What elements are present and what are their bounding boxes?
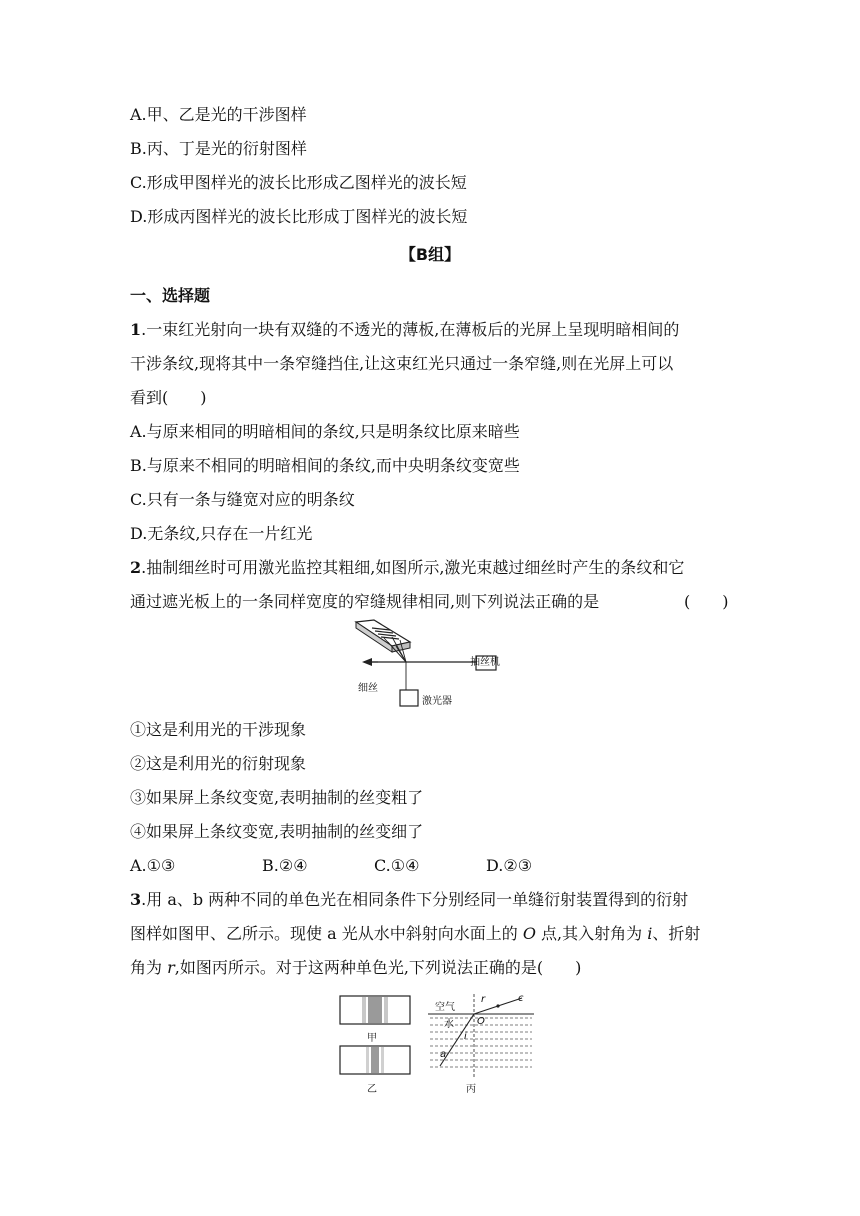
q2-statement-3: ③如果屏上条纹变宽,表明抽制的丝变粗了: [130, 788, 424, 807]
q3-text-1: .用 a、b 两种不同的单色光在相同条件下分别经同一单缝衍射装置得到的衍射: [141, 890, 689, 909]
q2-statement-2: ②这是利用光的衍射现象: [130, 754, 307, 773]
label-bing: 丙: [466, 1084, 476, 1095]
q1-option-c: C.只有一条与缝宽对应的明条纹: [130, 490, 355, 509]
label-a: a: [440, 1049, 447, 1060]
group-title: 【B组】: [399, 245, 461, 264]
q3-text-2c: 、折射: [652, 924, 701, 943]
laser-box: [400, 690, 418, 706]
wire-arrow-icon: [362, 658, 372, 666]
q3-text-3b: ,如图丙所示。对于这两种单色光,下列说法正确的是( ): [174, 958, 582, 977]
q1-text-1: .一束红光射向一块有双缝的不透光的薄板,在薄板后的光屏上呈现明暗相间的: [141, 320, 680, 339]
label-jia: 甲: [367, 1033, 377, 1044]
label-water: 水: [444, 1019, 454, 1030]
label-yi: 乙: [367, 1084, 377, 1095]
q3-angle-r: r: [167, 958, 175, 977]
q2-statement-1: ①这是利用光的干涉现象: [130, 720, 307, 739]
option-d: D.形成丙图样光的波长比形成丁图样光的波长短: [130, 207, 468, 226]
option-c: C.形成甲图样光的波长比形成乙图样光的波长短: [130, 173, 467, 192]
q2-answer-paren: ( ): [684, 592, 729, 611]
label-laser: 激光器: [422, 696, 452, 707]
q1-option-a: A.与原来相同的明暗相间的条纹,只是明条纹比原来暗些: [130, 422, 520, 441]
section-title: 一、选择题: [130, 286, 211, 305]
q2-option-d: D.②③: [486, 856, 533, 875]
q3-text-3a: 角为: [130, 958, 168, 977]
label-c: c: [518, 993, 524, 1004]
q2-statement-4: ④如果屏上条纹变宽,表明抽制的丝变细了: [130, 822, 424, 841]
q2-text-1: .抽制细丝时可用激光监控其粗细,如图所示,激光束越过细丝时产生的条纹和它: [141, 558, 685, 577]
q3-text-2a: 图样如图甲、乙所示。现使 a 光从水中斜射向水面上的: [130, 924, 523, 943]
q3-line-2: [130, 924, 700, 944]
q2-option-c: C.①④: [374, 856, 420, 875]
label-air: 空气: [435, 1002, 455, 1013]
label-wire: 细丝: [358, 683, 378, 694]
label-i: i: [464, 1031, 467, 1042]
q2-number: 2: [130, 558, 142, 577]
q2-line-2: 通过遮光板上的一条同样宽度的窄缝规律相同,则下列说法正确的是: [130, 592, 600, 611]
q2-line-1: [130, 558, 684, 578]
q1-option-b: B.与原来不相同的明暗相间的条纹,而中央明条纹变宽些: [130, 456, 520, 475]
pattern-yi-band-2: [381, 1047, 384, 1073]
option-a: A.甲、乙是光的干涉图样: [130, 105, 307, 124]
pattern-yi-band-1: [366, 1047, 369, 1073]
label-machine: 抽丝机: [470, 657, 500, 668]
label-r: r: [481, 994, 486, 1005]
q1-line-2: 干涉条纹,现将其中一条窄缝挡住,让这束红光只通过一条窄缝,则在光屏上可以: [130, 354, 674, 373]
pattern-jia-center: [368, 997, 382, 1023]
ray-arrow-dot: [496, 1004, 499, 1007]
q3-text-2b: 点,其入射角为: [535, 924, 648, 943]
q3-number: 3: [130, 890, 142, 909]
q1-line-3: 看到( ): [130, 388, 207, 407]
label-point-o: O: [477, 1016, 485, 1027]
q2-option-a: A.①③: [130, 856, 176, 875]
q3-point-o: O: [522, 924, 536, 943]
q1-number: 1: [130, 320, 142, 339]
pattern-jia-band-2: [384, 997, 388, 1023]
q3-line-1: [130, 890, 688, 910]
q3-angle-i: i: [647, 924, 653, 943]
option-b: B.丙、丁是光的衍射图样: [130, 139, 307, 158]
q1-option-d: D.无条纹,只存在一片红光: [130, 524, 313, 543]
pattern-yi-center: [371, 1047, 379, 1073]
q3-line-3: [130, 958, 581, 978]
q2-option-b: B.②④: [262, 856, 308, 875]
pattern-jia-band-1: [362, 997, 366, 1023]
q1-line-1: [130, 320, 679, 340]
